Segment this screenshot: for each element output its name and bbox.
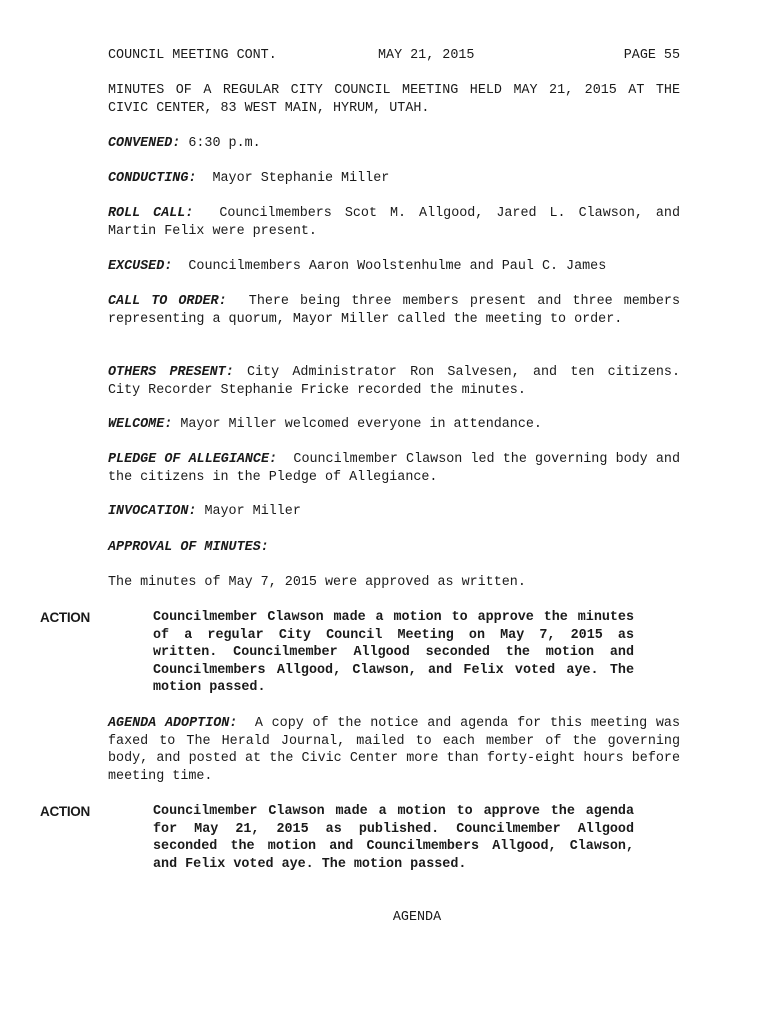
call-to-order-label: CALL TO ORDER: xyxy=(108,294,227,309)
others-present-label: OTHERS PRESENT: xyxy=(108,365,234,380)
invocation-paragraph xyxy=(108,503,680,521)
conducting-label: CONDUCTING: xyxy=(108,171,197,186)
roll-call-label: ROLL CALL: xyxy=(108,206,194,221)
pledge-label: PLEDGE OF ALLEGIANCE: xyxy=(108,452,278,467)
roll-call-text: Councilmembers Scot M. Allgood, Jared L. Clawson, and Martin Felix were present. xyxy=(108,206,689,239)
action-label-2: ACTION xyxy=(40,804,90,819)
convened-text: 6:30 p.m. xyxy=(180,136,261,151)
invocation-label: INVOCATION: xyxy=(108,504,197,519)
conducting-paragraph xyxy=(108,170,680,188)
roll-call-paragraph xyxy=(108,205,689,240)
excused-paragraph xyxy=(108,258,680,276)
pledge-text: Councilmember Clawson led the governing body and the citizens in the Pledge of Allegiance. xyxy=(108,452,689,485)
others-present-text: City Administrator Ron Salvesen, and ten citizens. City Recorder Stephanie Fricke recorded the minutes. xyxy=(108,365,697,398)
action-label-1: ACTION xyxy=(40,610,90,625)
header-title: COUNCIL MEETING CONT. xyxy=(108,48,277,63)
approval-of-minutes-heading xyxy=(108,539,680,557)
call-to-order-paragraph xyxy=(108,293,689,328)
welcome-text: Mayor Miller welcomed everyone in attendance. xyxy=(172,417,542,432)
call-to-order-text: There being three members present and three members representing a quorum, Mayor Miller called the meeting to order. xyxy=(108,294,689,327)
agenda-adoption-label: AGENDA ADOPTION: xyxy=(108,716,238,731)
agenda-adoption-text: A copy of the notice and agenda for this meeting was faxed to The Herald Journal, mailed to each member of the governing body, and posted at the Civic Center more than forty-eight hours before meeting time. xyxy=(108,716,689,784)
convened-label: CONVENED: xyxy=(108,136,181,151)
intro-paragraph: MINUTES OF A REGULAR CITY COUNCIL MEETING HELD MAY 21, 2015 AT THE CIVIC CENTER, 83 WEST MAIN, HYRUM, UTAH. xyxy=(108,83,680,116)
excused-label: EXCUSED: xyxy=(108,259,173,274)
others-present-paragraph xyxy=(108,364,697,399)
header-page-number: PAGE 55 xyxy=(623,48,680,63)
pledge-paragraph xyxy=(108,451,689,486)
excused-text: Councilmembers Aaron Woolstenhulme and Paul C. James xyxy=(172,259,607,274)
action-motion-2: Councilmember Clawson made a motion to approve the agenda for May 21, 2015 as published. Councilmember Allgood seconded the motion and Councilmembers Allgood, Clawson, and Felix voted aye. The motion passed. xyxy=(153,804,634,872)
approval-of-minutes-label: APPROVAL OF MINUTES: xyxy=(108,540,269,555)
agenda-heading: AGENDA xyxy=(392,910,442,925)
page-header xyxy=(108,47,680,65)
conducting-text: Mayor Stephanie Miller xyxy=(196,171,390,186)
header-date: MAY 21, 2015 xyxy=(378,48,475,63)
invocation-text: Mayor Miller xyxy=(196,504,301,519)
welcome-paragraph xyxy=(108,416,680,434)
welcome-label: WELCOME: xyxy=(108,417,173,432)
minutes-approved-text: The minutes of May 7, 2015 were approved as written. xyxy=(108,575,526,590)
agenda-adoption-paragraph xyxy=(108,715,689,785)
convened-paragraph xyxy=(108,135,680,153)
action-motion-1: Councilmember Clawson made a motion to approve the minutes of a regular City Council Meeting on May 7, 2015 as written. Councilmember Allgood seconded the motion and Councilmembers Allgood, Clawson, and Felix voted aye. The motion passed. xyxy=(153,610,634,696)
